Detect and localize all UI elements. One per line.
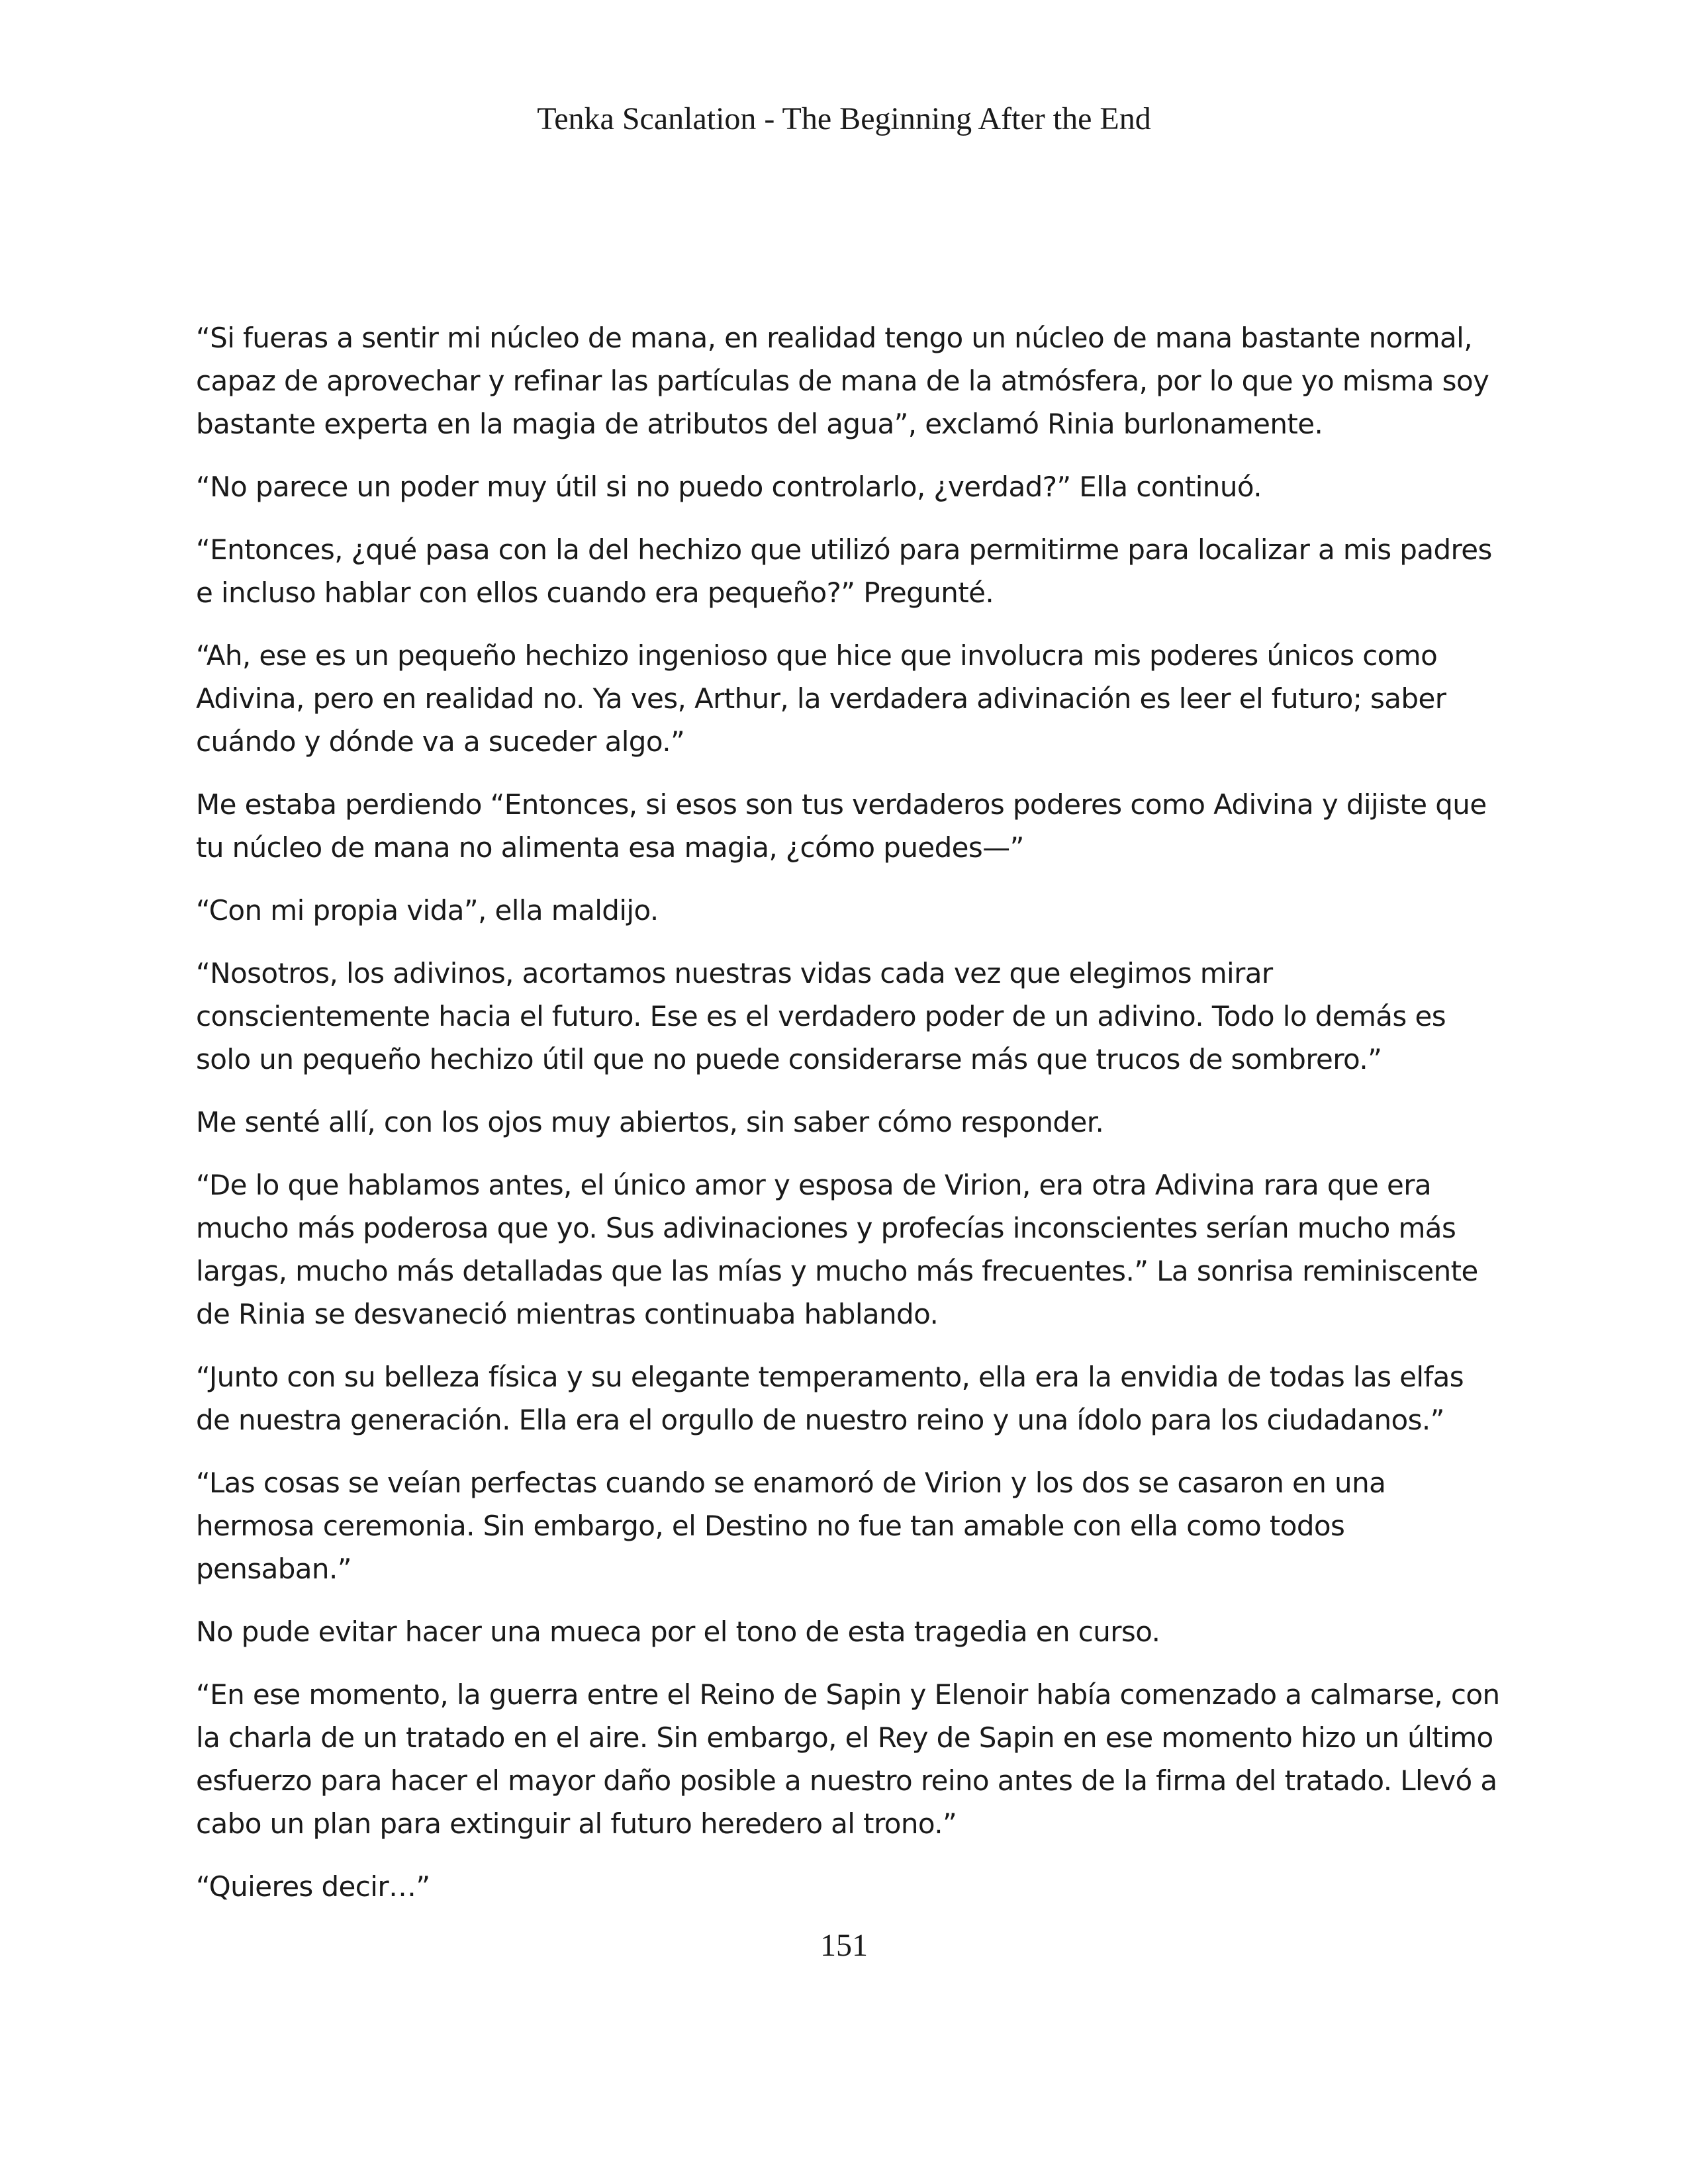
paragraph: “No parece un poder muy útil si no puedo controlarlo, ¿verdad?” Ella continuó. [196,471,1262,503]
paragraph: “En ese momento, la guerra entre el Reino de Sapin y Elenoir había comenzado a calmarse, con la charla de un tratado en el aire. Sin embargo, el Rey de Sapin en ese momento hizo un último esfuerzo para hacer el mayor daño posible a nuestro reino antes de la firma del tratado. Llevó a cabo un plan para extinguir al futuro heredero al trono.” [196,1678,1500,1840]
paragraph: “Si fueras a sentir mi núcleo de mana, en realidad tengo un núcleo de mana bastante normal, capaz de aprovechar y refinar las partículas de mana de la atmósfera, por lo que yo misma soy bastante experta en la magia de atributos del agua”, exclamó Rinia burlonamente. [196,322,1489,440]
paragraph: “De lo que hablamos antes, el único amor y esposa de Virion, era otra Adivina rara que era mucho más poderosa que yo. Sus adivinaciones y profecías inconscientes serían mucho más largas, mucho más detalladas que las mías y mucho más frecuentes.” La sonrisa reminiscente de Rinia se desvaneció mientras continuaba hablando. [196,1169,1478,1330]
page-body-text [196,316,1503,1928]
page-header-title: Tenka Scanlation - The Beginning After the End [537,101,1151,136]
paragraph: “Ah, ese es un pequeño hechizo ingenioso que hice que involucra mis poderes únicos como Adivina, pero en realidad no. Ya ves, Arthur, la verdadera adivinación es leer el futuro; saber cuándo y dónde va a suceder algo.” [196,639,1446,758]
paragraph: “Junto con su belleza física y su elegante temperamento, ella era la envidia de todas las elfas de nuestra generación. Ella era el orgullo de nuestro reino y una ídolo para los ciudadanos.” [196,1361,1464,1436]
paragraph: Me estaba perdiendo “Entonces, si esos son tus verdaderos poderes como Adivina y dijiste que tu núcleo de mana no alimenta esa magia, ¿cómo puedes—” [196,788,1487,864]
paragraph: Me senté allí, con los ojos muy abiertos, sin saber cómo responder. [196,1106,1104,1138]
paragraph: “Entonces, ¿qué pasa con la del hechizo que utilizó para permitirme para localizar a mis padres e incluso hablar con ellos cuando era pequeño?” Pregunté. [196,533,1492,609]
paragraph: “Las cosas se veían perfectas cuando se enamoró de Virion y los dos se casaron en una hermosa ceremonia. Sin embargo, el Destino no fue tan amable con ella como todos pensaban.” [196,1467,1386,1585]
page-number: 151 [820,1928,868,1963]
paragraph: “Con mi propia vida”, ella maldijo. [196,894,659,927]
paragraph: “Quieres decir…” [196,1870,430,1903]
paragraph: No pude evitar hacer una mueca por el tono de esta tragedia en curso. [196,1615,1160,1648]
paragraph: “Nosotros, los adivinos, acortamos nuestras vidas cada vez que elegimos mirar conscientemente hacia el futuro. Ese es el verdadero poder de un adivino. Todo lo demás es solo un pequeño hechizo útil que no puede considerarse más que trucos de sombrero.” [196,957,1446,1075]
